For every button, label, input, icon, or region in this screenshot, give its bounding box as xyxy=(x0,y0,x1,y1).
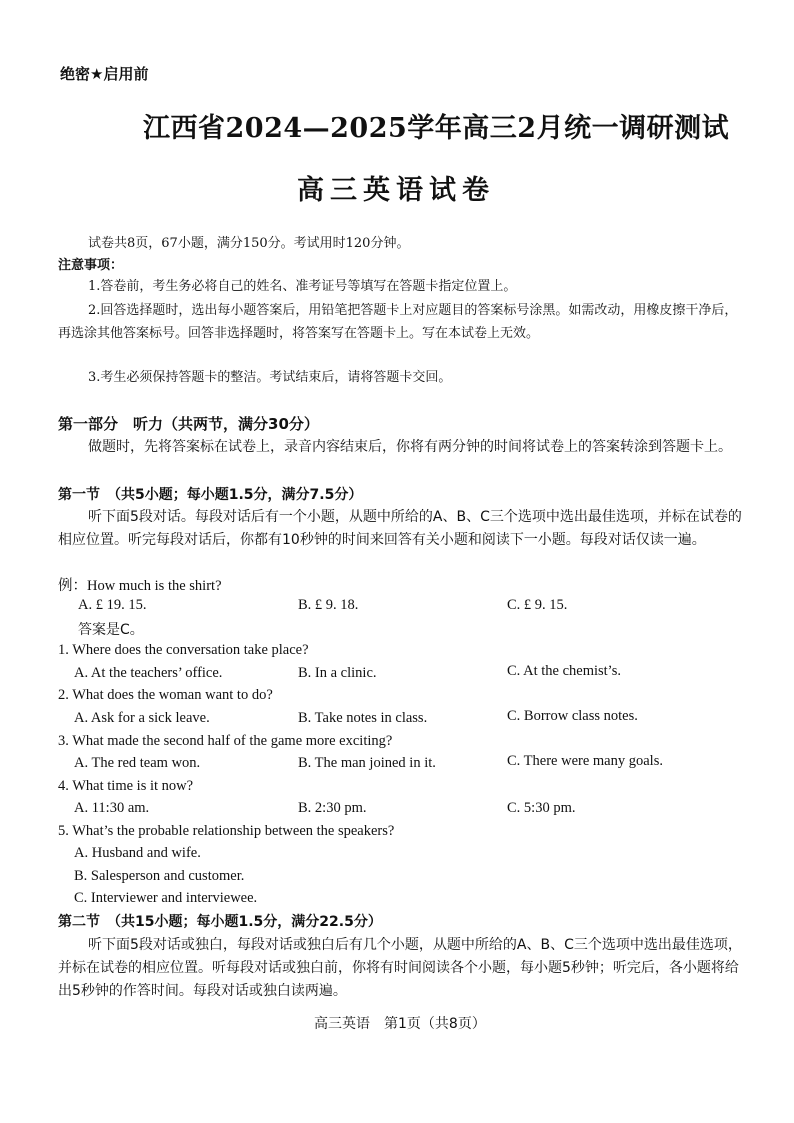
exam-info: 试卷共8页，67小题，满分150分。考试用时120分钟。 xyxy=(88,236,410,251)
question-5-option-b: B. Salesperson and customer. xyxy=(74,868,245,884)
question-2-option-a: A. Ask for a sick leave. xyxy=(74,710,210,726)
example-answer: 答案是C。 xyxy=(78,622,144,638)
question-3-option-c: C. There were many goals. xyxy=(507,753,663,769)
section2-heading: 第二节 （共15小题；每小题1.5分，满分22.5分） xyxy=(58,914,382,930)
secret-label: 绝密★启用前 xyxy=(60,65,149,83)
notice-item-3: 3.考生必须保持答题卡的整洁。考试结束后，请将答题卡交回。 xyxy=(88,370,452,385)
example-option-c: C. £ 9. 15. xyxy=(507,597,568,613)
section1-heading: 第一节 （共5小题；每小题1.5分，满分7.5分） xyxy=(58,487,363,503)
question-3-stem: 3. What made the second half of the game more exciting? xyxy=(58,733,393,749)
question-4-option-c: C. 5:30 pm. xyxy=(507,800,576,816)
section2-intro: 听下面5段对话或独白，每段对话或独白后有几个小题，从题中所给的A、B、C三个选项中选出最佳选项，并标在试卷的相应位置。听每段对话或独白前，你将有时间阅读各个小题，每小题5秒钟；听完后，各小题将给出5秒钟的作答时间。每段对话或独白读两遍。 xyxy=(58,937,742,999)
question-5-option-c: C. Interviewer and interviewee. xyxy=(74,890,258,906)
question-2-stem: 2. What does the woman want to do? xyxy=(58,687,273,703)
question-4-option-a: A. 11:30 am. xyxy=(74,800,150,816)
question-3-option-b: B. The man joined in it. xyxy=(298,755,436,771)
question-3-option-a: A. The red team won. xyxy=(74,755,201,771)
notices-heading: 注意事项： xyxy=(58,258,124,273)
question-1-option-a: A. At the teachers’ office. xyxy=(74,665,223,681)
part1-intro: 做题时，先将答案标在试卷上，录音内容结束后，你将有两分钟的时间将试卷上的答案转涂到答题卡上。 xyxy=(88,439,732,455)
question-4-stem: 4. What time is it now? xyxy=(58,778,194,794)
paper-title: 高三英语试卷 xyxy=(297,175,495,206)
part1-heading: 第一部分 听力（共两节，满分30分） xyxy=(58,415,319,433)
question-2-option-c: C. Borrow class notes. xyxy=(507,708,638,724)
section1-intro: 听下面5段对话。每段对话后有一个小题，从题中所给的A、B、C三个选项中选出最佳选项，并标在试卷的相应位置。听完每段对话后，你都有10秒钟的时间来回答有关小题和阅读下一小题。每段对话仅读一遍。 xyxy=(58,509,742,548)
question-5-stem: 5. What’s the probable relationship between the speakers? xyxy=(58,823,395,839)
notice-item-1: 1.答卷前，考生务必将自己的姓名、准考证号等填写在答题卡指定位置上。 xyxy=(88,279,517,294)
question-1-option-b: B. In a clinic. xyxy=(298,665,377,681)
question-1-stem: 1. Where does the conversation take place? xyxy=(58,642,309,658)
example-option-b: B. £ 9. 18. xyxy=(298,597,359,613)
question-1-option-c: C. At the chemist’s. xyxy=(507,663,621,679)
exam-title: 江西省2024—2025学年高三2月统一调研测试 xyxy=(143,113,730,144)
notice-item-2: 2.回答选择题时，选出每小题答案后，用铅笔把答题卡上对应题目的答案标号涂黑。如需改动，用橡皮擦干净后，再选涂其他答案标号。回答非选择题时，将答案写在答题卡上。写在本试卷上无效。 xyxy=(58,303,738,341)
question-5-option-a: A. Husband and wife. xyxy=(74,845,201,861)
example-option-a: A. £ 19. 15. xyxy=(78,597,147,613)
example-question: 例：How much is the shirt? xyxy=(58,578,222,594)
question-2-option-b: B. Take notes in class. xyxy=(298,710,428,726)
question-4-option-b: B. 2:30 pm. xyxy=(298,800,367,816)
page-footer: 高三英语 第1页（共8页） xyxy=(314,1016,486,1032)
